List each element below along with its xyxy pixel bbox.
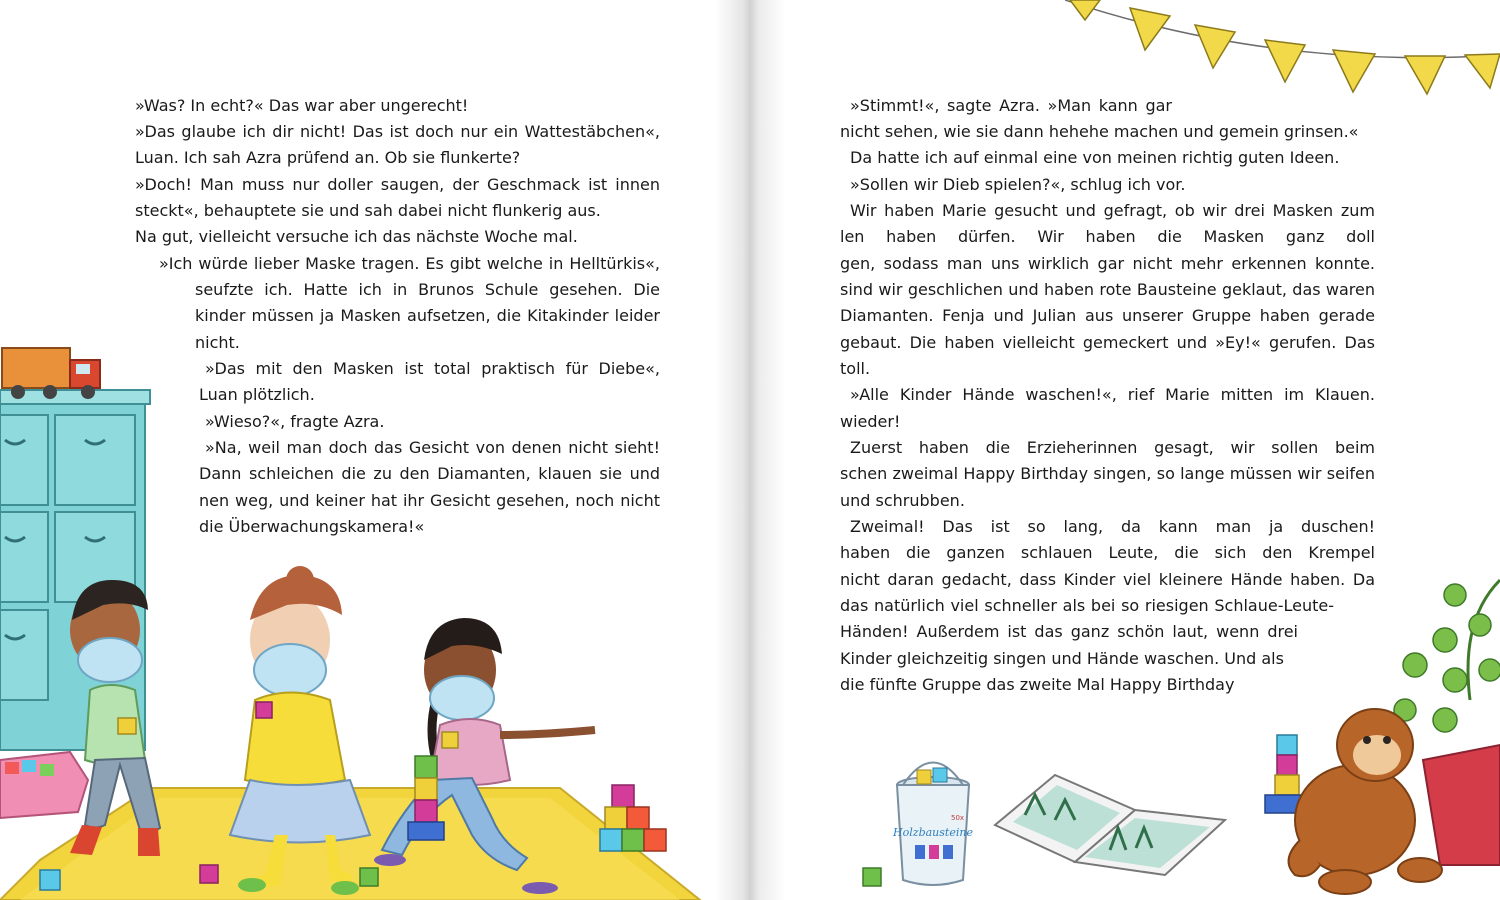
text-line: nen weg, und keiner hat ihr Gesicht gesehen, noch nicht (199, 491, 660, 510)
text-line: Wir haben Marie gesucht und gefragt, ob wir drei Masken zum (850, 201, 1375, 220)
text-line: »Was? In echt?« Das war aber ungerecht! (135, 96, 469, 115)
text-line: nicht. (195, 333, 240, 352)
orangutan-plush (1289, 709, 1442, 894)
text-line: Luan plötzlich. (199, 385, 315, 404)
text-line: sind wir geschlichen und haben rote Bausteine geklaut, das waren (840, 280, 1375, 299)
text-line: »Das mit den Masken ist total praktisch für Diebe«, (205, 359, 660, 378)
bucket-label: Holzbausteine (893, 826, 973, 839)
text-line: gen, sodass man uns wirklich gar nicht mehr erkennen konnte. (840, 254, 1375, 273)
text-line: die Überwachungskamera!« (199, 517, 425, 536)
text-line: »Na, weil man doch das Gesicht von denen nicht sieht! (205, 438, 660, 457)
text-line: nicht sehen, wie sie dann hehehe machen und gemein grinsen.« (840, 122, 1359, 141)
text-line: Luan. Ich sah Azra prüfend an. Ob sie flunkerte? (135, 148, 521, 167)
text-line: Da hatte ich auf einmal eine von meinen richtig guten Ideen. (850, 148, 1340, 167)
text-line: und schrubben. (840, 491, 965, 510)
text-line: Dann schleichen die zu den Diamanten, klauen sie und (199, 464, 660, 483)
text-line: toll. (840, 359, 871, 378)
text-line: »Sollen wir Dieb spielen?«, schlug ich vor. (850, 175, 1186, 194)
text-line: wieder! (840, 412, 901, 431)
text-line: »Wieso?«, fragte Azra. (205, 412, 385, 431)
right-page (755, 0, 1500, 900)
text-line: das natürlich viel schneller als bei so riesigen Schlaue-Leute- (840, 596, 1334, 615)
left-page (0, 0, 745, 900)
right-page-illustration (755, 570, 1500, 900)
picture-book (995, 775, 1225, 875)
text-line: Zuerst haben die Erzieherinnen gesagt, wir sollen beim (850, 438, 1375, 457)
toy-box (0, 752, 88, 818)
text-line: nicht daran gedacht, dass Kinder viel kleinere Hände haben. Da (840, 570, 1375, 589)
text-line: »Doch! Man muss nur doller saugen, der Geschmack ist innen (135, 175, 660, 194)
toy-truck (2, 348, 100, 399)
text-line: »Alle Kinder Hände waschen!«, rief Marie mitten im Klauen. (850, 385, 1375, 404)
text-line: »Ich würde lieber Maske tragen. Es gibt welche in Helltürkis«, (159, 254, 660, 273)
text-line: kinder müssen ja Masken aufsetzen, die Kitakinder leider (195, 306, 660, 325)
bucket-count-label: 50x (951, 814, 965, 822)
text-line: Kinder gleichzeitig singen und Hände waschen. Und als (840, 649, 1284, 668)
text-line: schen zweimal Happy Birthday singen, so lange müssen wir seifen (840, 464, 1375, 483)
block-bucket (892, 763, 973, 886)
text-line: »Stimmt!«, sagte Azra. »Man kann gar (850, 96, 1172, 115)
text-line: haben die ganzen schlauen Leute, die sich den Krempel (840, 543, 1375, 562)
text-line: »Das glaube ich dir nicht! Das ist doch nur ein Wattestäbchen«, (135, 122, 660, 141)
text-line: Diamanten. Fenja und Julian aus unserer Gruppe haben gerade (840, 306, 1375, 325)
text-line: seufzte ich. Hatte ich in Brunos Schule gesehen. Die (195, 280, 660, 299)
text-line: len haben dürfen. Wir haben die Masken ganz doll (840, 227, 1375, 246)
text-line: steckt«, behauptete sie und sah dabei nicht flunkerig aus. (135, 201, 601, 220)
left-page-illustration (0, 340, 745, 900)
text-line: Zweimal! Das ist so lang, da kann man ja duschen! (850, 517, 1375, 536)
text-line: Na gut, vielleicht versuche ich das nächste Woche mal. (135, 227, 578, 246)
text-line: Händen! Außerdem ist das ganz schön laut, wenn drei (840, 622, 1298, 641)
text-line: gebaut. Die haben vielleicht gemeckert und »Ey!« gerufen. Das (840, 333, 1375, 352)
text-line: die fünfte Gruppe das zweite Mal Happy Birthday (840, 675, 1235, 694)
book-gutter (715, 0, 785, 900)
